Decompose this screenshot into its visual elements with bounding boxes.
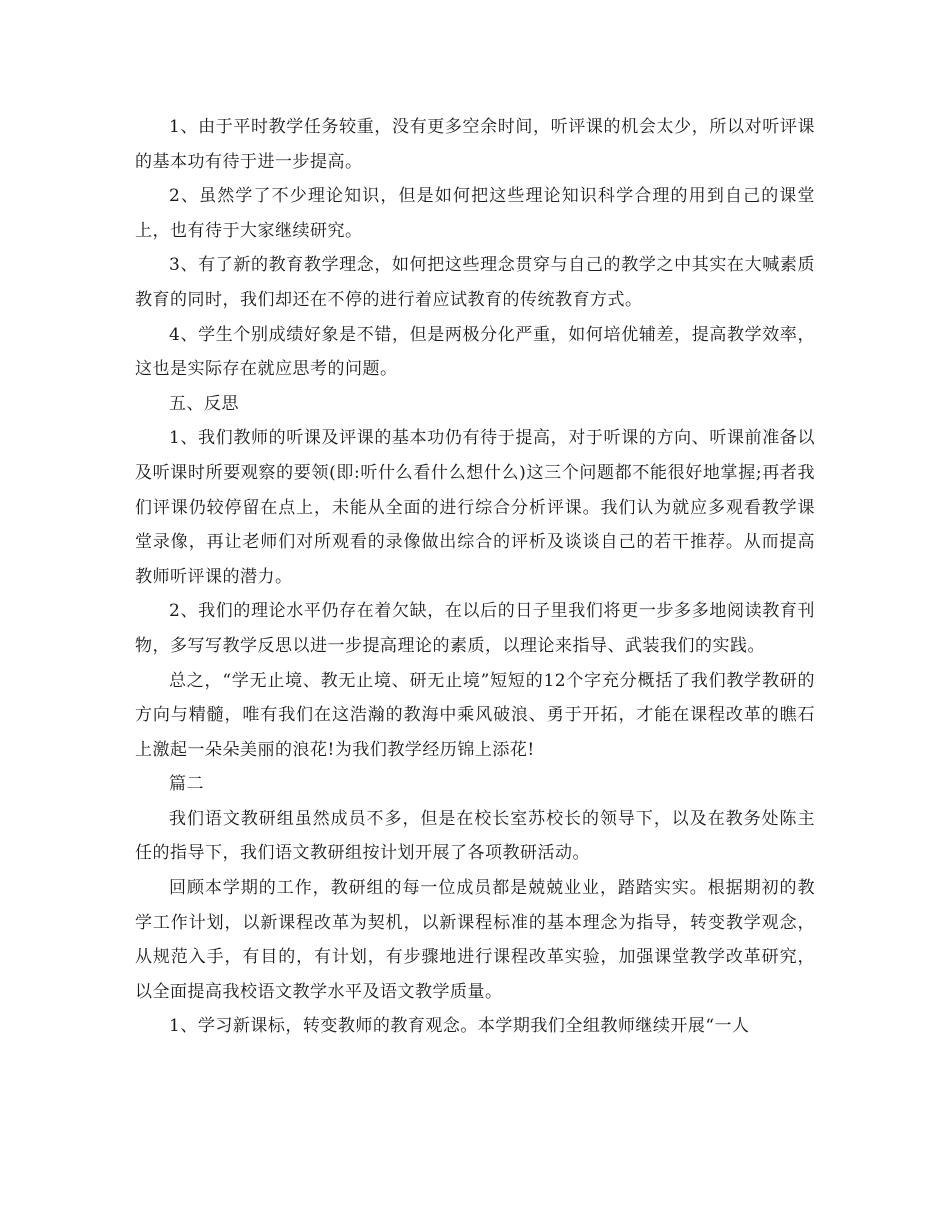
paragraph-part-two-review: 回顾本学期的工作，教研组的每一位成员都是兢兢业业，踏踏实实。根据期初的教学工作计划，以新课程改革为契机，以新课程标准的基本理念为指导，转变教学观念，从规范入手，有目的，有计划，有步骤地进行课程改革实验，加强课堂教学改革研究，以全面提高我校语文教学水平及语文教学质量。 [135,878,815,1002]
paragraph-reflection-1: 1、我们教师的听课及评课的基本功仍有待于提高，对于听课的方向、听课前准备以及听课时所要观察的要领(即:听什么看什么想什么)这三个问题都不能很好地掌握;再者我们评课仍较停留在点上，未能从全面的进行综合分析评课。我们认为就应多观看教学课堂录像，再让老师们对所观看的录像做出综合的评析及谈谈自己的若干推荐。从而提高教师听评课的潜力。 [135,428,815,587]
paragraph-1: 1、由于平时教学任务较重，没有更多空余时间，听评课的机会太少，所以对听评课的基本功有待于进一步提高。 [135,117,815,172]
paragraph-part-two-item-1: 1、学习新课标，转变教师的教育观念。本学期我们全组教师继续开展“一人 [169,1016,750,1037]
document-page [135,110,815,1044]
paragraph-reflection-2: 2、我们的理论水平仍存在着欠缺，在以后的日子里我们将更一步多多地阅读教育刊物，多写写教学反思以进一步提高理论的素质，以理论来指导、武装我们的实践。 [135,601,815,656]
section-heading-part-two: 篇二 [169,774,204,795]
paragraph-part-two-intro: 我们语文教研组虽然成员不多，但是在校长室苏校长的领导下，以及在教务处陈主任的指导下，我们语文教研组按计划开展了各项教研活动。 [135,808,815,864]
section-heading-reflection: 五、反思 [169,393,239,414]
paragraph-3: 3、有了新的教育教学理念，如何把这些理念贯穿与自己的教学之中其实在大喊素质教育的同时，我们却还在不停的进行着应试教育的传统教育方式。 [135,255,815,310]
paragraph-2: 2、虽然学了不少理论知识，但是如何把这些理论知识科学合理的用到自己的课堂上，也有待于大家继续研究。 [135,186,815,241]
paragraph-4: 4、学生个别成绩好象是不错，但是两极分化严重，如何培优辅差，提高教学效率，这也是实际存在就应思考的问题。 [135,324,815,380]
paragraph-summary: 总之，“学无止境、教无止境、研无止境”短短的12个字充分概括了我们教学教研的方向与精髓，唯有我们在这浩瀚的教海中乘风破浪、勇于开拓，才能在课程改革的瞧石上激起一朵朵美丽的浪花!为我们教学经历锦上添花! [135,670,815,760]
